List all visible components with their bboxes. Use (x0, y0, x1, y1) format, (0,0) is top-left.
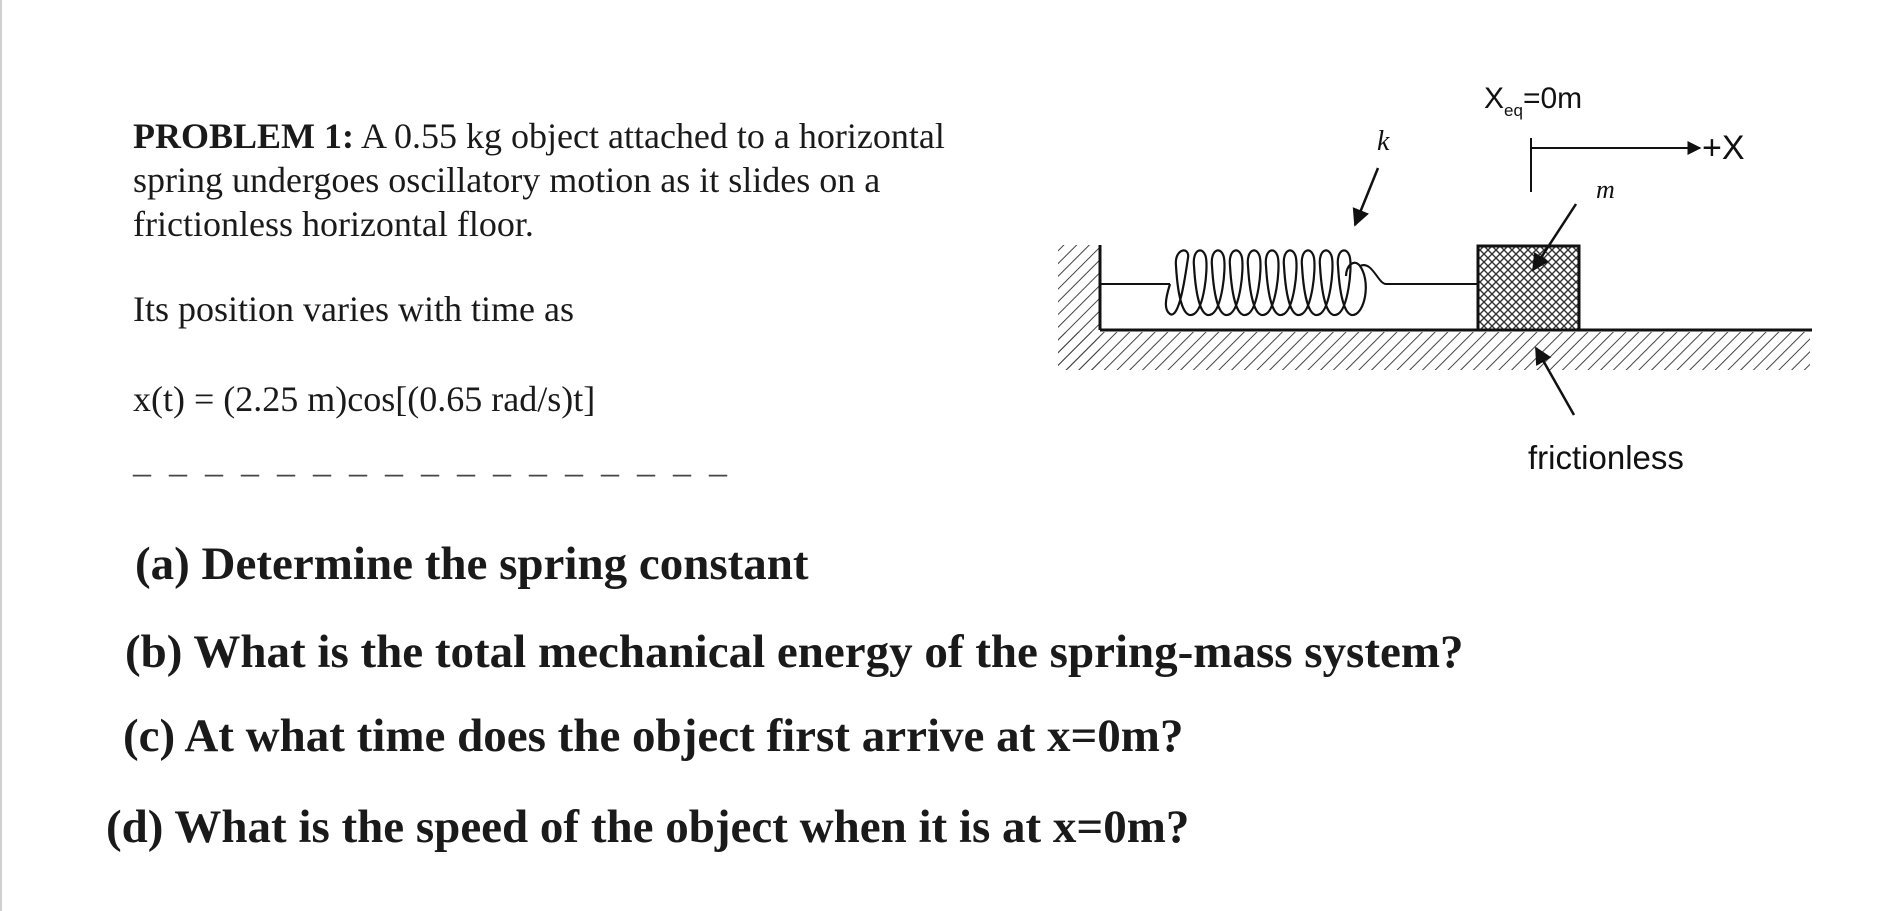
cut-off-text-line: ––––––––––––––––– (133, 452, 745, 492)
intro-line-2: spring undergoes oscillatory motion as it slides on a (133, 160, 881, 200)
position-equation: x(t) = (2.25 m)cos[(0.65 rad/s)t] (133, 379, 596, 419)
question-b: (b) What is the total mechanical energy of the spring-mass system? (125, 626, 1464, 678)
spring-mass-diagram (1060, 70, 1820, 490)
problem-intro (133, 114, 1033, 246)
spring-label-arrow (1355, 168, 1378, 225)
intro-line-1 (133, 114, 1033, 158)
direction-label: +X (1702, 129, 1745, 167)
spring-right-lead (1360, 265, 1478, 284)
frictionless-label: frictionless (1528, 439, 1684, 476)
intro-line-3: frictionless horizontal floor. (133, 204, 534, 244)
problem-label: PROBLEM 1: (133, 116, 354, 156)
spring-coils (1166, 250, 1366, 315)
spring-constant-label: k (1377, 126, 1390, 157)
eq-label-x: X (1484, 82, 1505, 115)
question-a: (a) Determine the spring constant (135, 538, 809, 590)
eq-label-sub: eq (1504, 101, 1523, 120)
intro-text-1: A 0.55 kg object attached to a horizontal (354, 116, 945, 156)
floor-hatching (1058, 332, 1810, 370)
page-left-border (0, 0, 2, 911)
question-c: (c) At what time does the object first arrive at x=0m? (123, 710, 1184, 762)
question-d: (d) What is the speed of the object when it is at x=0m? (106, 801, 1190, 853)
position-text: Its position varies with time as (133, 289, 574, 329)
mass-label: m (1596, 175, 1615, 204)
equilibrium-label (1484, 82, 1582, 120)
eq-label-rest: =0m (1522, 82, 1583, 115)
mass-block (1478, 246, 1579, 330)
